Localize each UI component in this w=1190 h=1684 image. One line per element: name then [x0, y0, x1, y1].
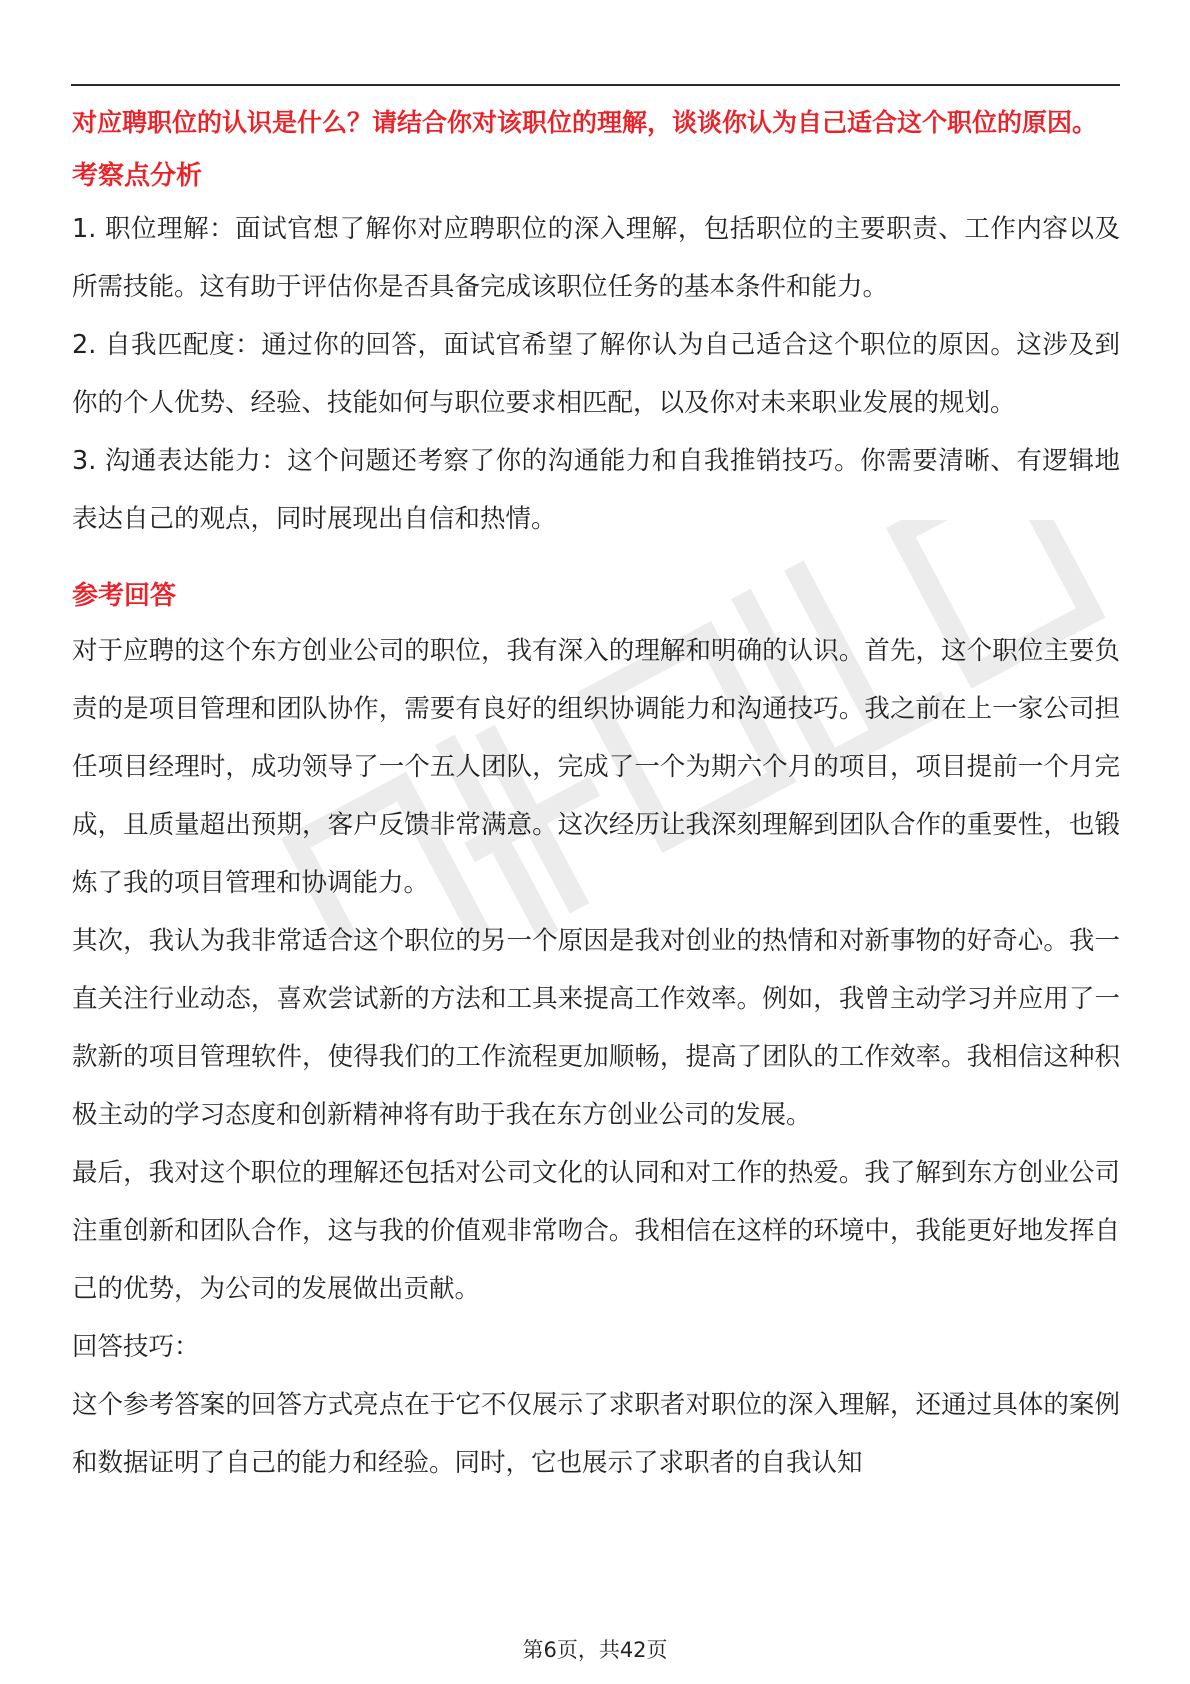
reference-paragraph: 对于应聘的这个东方创业公司的职位，我有深入的理解和明确的认识。首先，这个职位主要负责的是项目管理和团队协作，需要有良好的组织协调能力和沟通技巧。我之前在上一家公司担任项目经理时，成功领导了一个五人团队，完成了一个为期六个月的项目，项目提前一个月完成，且质量超出预期，客户反馈非常满意。这次经历让我深刻理解到团队合作的重要性，也锻炼了我的项目管理和协调能力。	[72, 636, 1120, 898]
analysis-item: 2. 自我匹配度：通过你的回答，面试官希望了解你认为自己适合这个职位的原因。这涉及到你的个人优势、经验、技能如何与职位要求相匹配，以及你对未来职业发展的规划。	[72, 330, 1120, 418]
reference-paragraph: 其次，我认为我非常适合这个职位的另一个原因是我对创业的热情和对新事物的好奇心。我一直关注行业动态，喜欢尝试新的方法和工具来提高工作效率。例如，我曾主动学习并应用了一款新的项目管理软件，使得我们的工作流程更加顺畅，提高了团队的工作效率。我相信这种积极主动的学习态度和创新精神将有助于我在东方创业公司的发展。	[72, 926, 1120, 1130]
analysis-item: 1. 职位理解：面试官想了解你对应聘职位的深入理解，包括职位的主要职责、工作内容以及所需技能。这有助于评估你是否具备完成该职位任务的基本条件和能力。	[72, 214, 1120, 302]
document-body	[72, 104, 1120, 1492]
analysis-heading: 考察点分析	[72, 161, 203, 191]
top-divider	[71, 84, 1120, 86]
reference-heading: 参考回答	[72, 581, 177, 611]
analysis-item: 3. 沟通表达能力：这个问题还考察了你的沟通能力和自我推销技巧。你需要清晰、有逻辑地表达自己的观点，同时展现出自信和热情。	[72, 446, 1120, 534]
question-title: 对应聘职位的认识是什么？请结合你对该职位的理解，谈谈你认为自己适合这个职位的原因。	[72, 108, 1098, 137]
tips-text: 这个参考答案的回答方式亮点在于它不仅展示了求职者对职位的深入理解，还通过具体的案例和数据证明了自己的能力和经验。同时，它也展示了求职者的自我认知	[72, 1390, 1120, 1478]
page-number: 第6页，共42页	[522, 1638, 668, 1662]
reference-paragraph: 最后，我对这个职位的理解还包括对公司文化的认同和对工作的热爱。我了解到东方创业公司注重创新和团队合作，这与我的价值观非常吻合。我相信在这样的环境中，我能更好地发挥自己的优势，为公司的发展做出贡献。	[72, 1158, 1120, 1304]
tips-label: 回答技巧：	[72, 1332, 200, 1362]
